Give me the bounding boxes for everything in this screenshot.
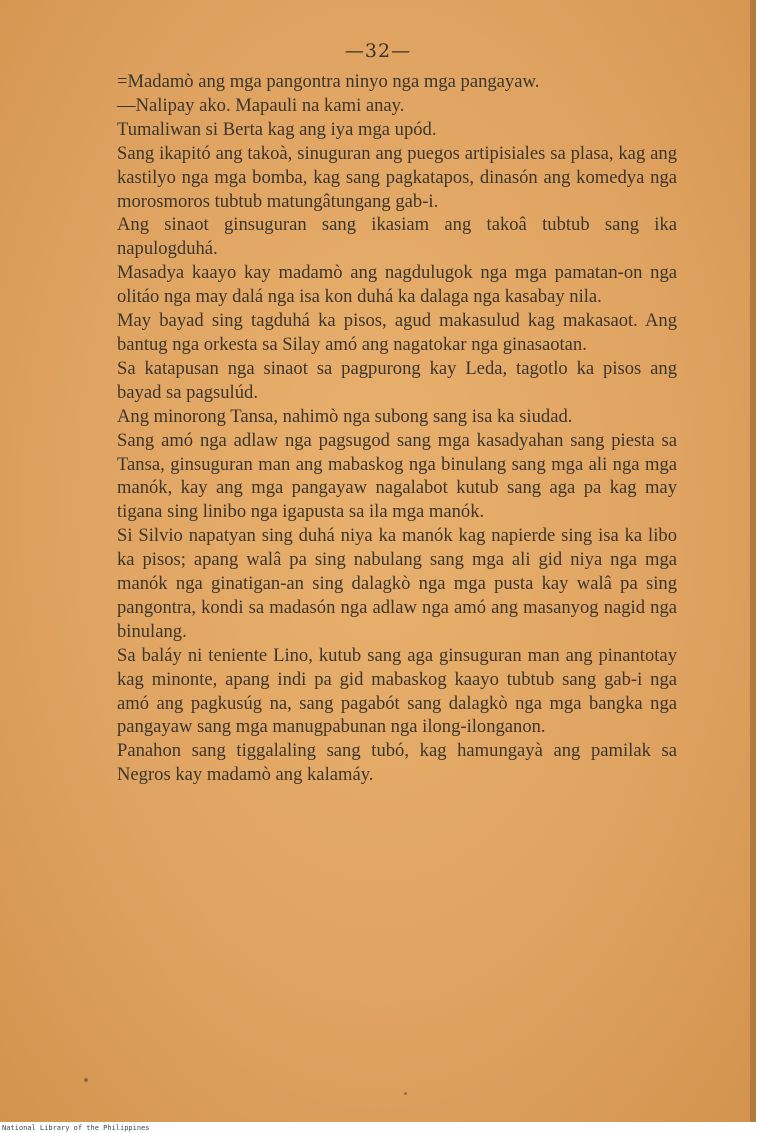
paragraph: —Nalipay ako. Mapauli na kami anay. [117, 94, 405, 116]
paragraph: Sang ikapitó ang takoà, sinuguran ang puegos artipisiales sa plasa, kag ang kastilyo nga mga bomba, kag sang pagkatapos, dinasón ang komedya nga morosmoros tubtub matungâtungang gab-i. [117, 142, 677, 212]
paragraph: Sang amó nga adlaw nga pagsugod sang mga kasadyahan sang piesta sa Tansa, ginsuguran man ang mabaskog nga binulang sang mga ali nga mga manók, kay ang mga pangayaw nagalabot kutub sang aga pa kag may tigana sing linibo nga igapusta sa ila mga manók. [117, 429, 677, 523]
page-edge-shadow [750, 0, 756, 1122]
paragraph: May bayad sing tagduhá ka pisos, agud makasulud kag makasaot. Ang bantug nga orkesta sa Silay amó ang nagatokar nga ginasaotan. [117, 310, 677, 355]
paragraph: Ang sinaot ginsuguran sang ikasiam ang takoâ tubtub sang ika napulogduhá. [117, 214, 677, 260]
paragraph: Ang minorong Tansa, nahimò nga subong sang isa ka siudad. [117, 405, 573, 427]
paragraph: Panahon sang tiggalaling sang tubó, kag hamungayà ang pamilak sa Negros kay madamò ang kalamáy. [117, 740, 677, 786]
library-credit: National Library of the Philippines [2, 1124, 150, 1132]
paragraph: Masadya kaayo kay madamò ang nagdulugok nga mga pamatan-on nga olitáo nga may dalá nga isa kon duhá ka dalaga nga kasabay nila. [117, 262, 677, 308]
page-number: —32— [344, 40, 412, 62]
paragraph: =Madamò ang mga pangontra ninyo nga mga pangayaw. [117, 71, 540, 92]
paragraph: Tumaliwan si Berta kag ang iya mga upód. [117, 118, 437, 140]
paragraph: Si Silvio napatyan sing duhá niya ka manók kag napierde sing isa ka libo ka pisos; apang walâ pa sing nabulang sang mga ali gid niya nga mga manók nga ginatigan-an sing dalagkò nga mga pusta kay walâ pa sing pangontra, kondi sa madasón nga adlaw nga amó ang masanyog nagid nga binulang. [117, 525, 677, 642]
paper-speck [84, 1078, 88, 1082]
paper-speck [404, 1092, 407, 1095]
paragraph: Sa baláy ni teniente Lino, kutub sang aga ginsuguran man ang pinantotay kag minonte, apang indi pa gid mabaskog kaayo tubtub sang gab-i nga amó ang pagkusúg na, sang pagabót sang dalagkò nga mga bangka nga pangayaw sang mga manugpabunan nga ilong-ilonganon. [117, 644, 677, 738]
paragraph: Sa katapusan nga sinaot sa pagpurong kay Leda, tagotlo ka pisos ang bayad sa pagsulúd. [117, 357, 677, 403]
page-body [117, 70, 677, 787]
